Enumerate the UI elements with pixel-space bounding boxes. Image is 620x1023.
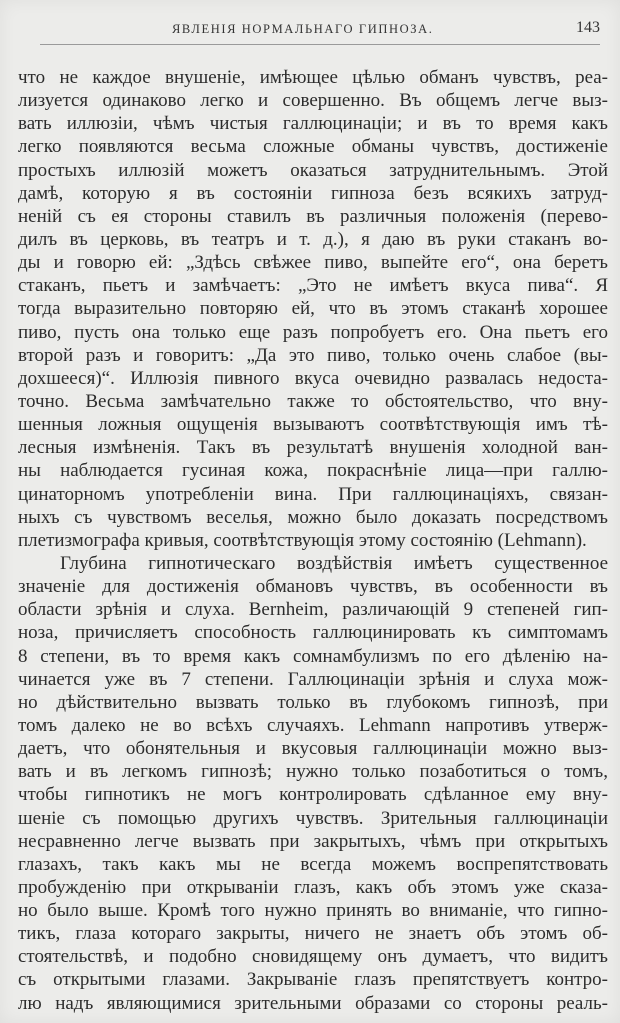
text-line: но было выше. Кромѣ того нужно принять во вниманіе, что гипно- bbox=[18, 900, 608, 922]
text-line: пробужденію при открываніи глазъ, какъ объ этомъ уже сказа- bbox=[18, 876, 608, 898]
running-title: ЯВЛЕНІЯ НОРМАЛЬНАГО ГИПНОЗА. bbox=[172, 22, 434, 36]
text-line: ны наблюдается гусиная кожа, покраснѣніе лица—при галлю- bbox=[18, 460, 608, 482]
text-line: шенныя ложныя ощущенія вызываютъ соотвѣтствующія имъ тѣ- bbox=[18, 414, 608, 436]
text-line: шеніе съ помощью другихъ чувствъ. Зрительныя галлюцинаціи bbox=[18, 807, 608, 829]
text-line: неній съ ея стороны ставилъ въ различныя положенія (перево- bbox=[18, 205, 608, 227]
text-line: лю надъ являющимися зрительными образами со стороны реаль- bbox=[18, 992, 608, 1014]
text-line: что не каждое внушеніе, имѣющее цѣлью обманъ чувствъ, реа- bbox=[18, 67, 608, 88]
page-number: 143 bbox=[576, 19, 600, 36]
text-line: чинается уже въ 7 степени. Галлюцинаціи зрѣнія и слуха мож- bbox=[18, 668, 608, 690]
text-line: чтобы гипнотикъ не могъ контролировать сдѣланное ему вну- bbox=[18, 784, 608, 806]
text-line: цинаторномъ употребленіи вина. При галлюцинаціяхъ, связан- bbox=[18, 483, 608, 505]
paragraph-first-line: Глубина гипнотическаго воздѣйствія имѣетъ существенное bbox=[60, 552, 608, 574]
text-line: простыхъ иллюзій можетъ оказаться затруднительнымъ. Этой bbox=[18, 159, 608, 181]
text-line: ныхъ съ чувствомъ веселья, можно было доказать посредствомъ bbox=[18, 506, 608, 528]
text-line: области зрѣнія и слуха. Bernheim, различающій 9 степеней гип- bbox=[18, 599, 608, 621]
text-line: 8 степени, въ то время какъ сомнамбулизмъ по его дѣленію на- bbox=[18, 645, 608, 667]
text-line: дилъ въ церковь, въ театръ и т. д.), я даю въ руки стаканъ во- bbox=[18, 228, 608, 250]
text-line: легко появляются весьма сложные обманы чувствъ, достиженіе bbox=[18, 136, 608, 158]
text-line: съ открытыми глазами. Закрываніе глазъ препятствуетъ контро- bbox=[18, 969, 608, 991]
text-line: значеніе для достиженія обмановъ чувствъ, въ особенности въ bbox=[18, 576, 608, 598]
header-rule bbox=[40, 44, 600, 45]
text-line: ды и говорю ей: „Здѣсь свѣжее пиво, выпейте его“, она беретъ bbox=[18, 252, 608, 274]
text-line: стоятельствѣ, и подобно сновидящему онъ думаетъ, что видитъ bbox=[18, 946, 608, 968]
paragraph-end-line: плетизмографа кривыя, соотвѣтствующія этому состоянію (Lehmann). bbox=[18, 529, 587, 551]
page-header bbox=[40, 19, 600, 52]
text-line: пиво, пусть она только еще разъ попробуетъ его. Она пьетъ его bbox=[18, 321, 608, 343]
text-line: дохшееся)“. Иллюзія пивного вкуса очевидно развалась недоста- bbox=[18, 367, 608, 389]
text-line: вать иллюзіи, чѣмъ чистыя галлюцинаціи; и въ то время какъ bbox=[18, 113, 608, 135]
text-line: дамѣ, которую я въ состояніи гипноза безъ всякихъ затруд- bbox=[18, 182, 608, 204]
text-line: даетъ, что обонятельныя и вкусовыя галлюцинаціи можно выз- bbox=[18, 738, 608, 760]
text-line: стаканъ, пьетъ и замѣчаетъ: „Это не имѣетъ вкуса пива“. Я bbox=[18, 275, 608, 297]
text-line: томъ далеко не во всѣхъ случаяхъ. Lehmann напротивъ утверж- bbox=[18, 714, 608, 736]
text-line: глазахъ, такъ какъ мы не всегда можемъ воспрепятствовать bbox=[18, 853, 608, 875]
text-line: второй разъ и говоритъ: „Да это пиво, только очень слабое (вы- bbox=[18, 344, 608, 366]
text-line: тикъ, глаза котораго закрыты, ничего не знаетъ объ этомъ об- bbox=[18, 923, 608, 945]
text-line: лизуется одинаково легко и совершенно. Въ общемъ легче выз- bbox=[18, 90, 608, 112]
text-line: несравненно легче вызвать при закрытыхъ, чѣмъ при открытыхъ bbox=[18, 830, 608, 852]
text-line: ноза, причисляетъ способность галлюцинировать къ симптомамъ bbox=[18, 622, 608, 644]
text-line: но дѣйствительно вызвать только въ глубокомъ гипнозѣ, при bbox=[18, 691, 608, 713]
body-text bbox=[18, 66, 608, 1015]
text-line: точно. Весьма замѣчательно также то обстоятельство, что вну- bbox=[18, 390, 608, 412]
text-line: тогда выразительно повторяю ей, что въ этомъ стаканѣ хорошее bbox=[18, 298, 608, 320]
text-line: лесныя измѣненія. Такъ въ результатѣ внушенія холодной ван- bbox=[18, 437, 608, 459]
text-line: вать и въ легкомъ гипнозѣ; нужно только позаботиться о томъ, bbox=[18, 761, 608, 783]
